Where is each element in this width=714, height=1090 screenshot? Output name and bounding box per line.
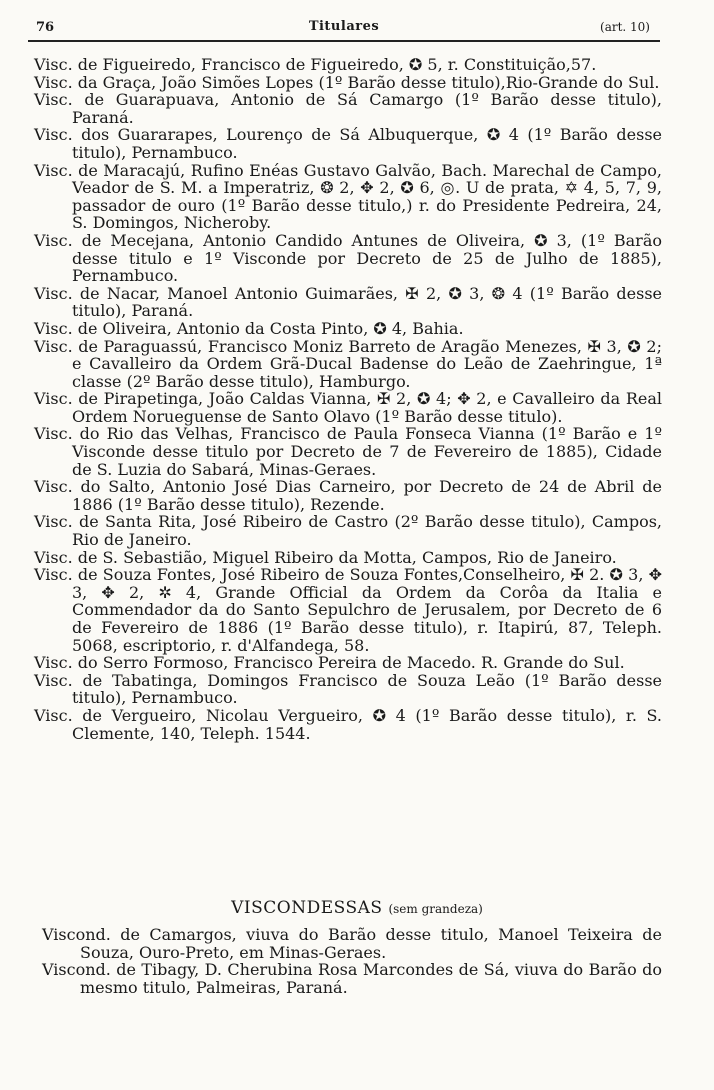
- list-item: Visc. de Tabatinga, Domingos Francisco de Souza Leão (1º Barão desse titulo), Pernambuco.: [34, 670, 662, 708]
- list-item: Visc. de Figueiredo, Francisco de Figueiredo, ✪ 5, r. Constituição,57.: [34, 55, 597, 74]
- list-item: Visc. de Paraguassú, Francisco Moniz Barreto de Aragão Menezes, ✠ 3, ✪ 2; e Cavalleiro da Ordem Grã-Ducal Badense do Leão de Zaehringue, 1ª classe (2º Barão desse titulo), Hamburgo.: [34, 336, 662, 391]
- page-number: 76: [36, 20, 55, 35]
- list-item: Visc. de Guarapuava, Antonio de Sá Camargo (1º Barão desse titulo), Paraná.: [34, 90, 662, 127]
- list-item: Visc. de Santa Rita, José Ribeiro de Castro (2º Barão desse titulo), Campos, Rio de Janeiro.: [34, 512, 662, 550]
- list-item: Visc. dos Guararapes, Lourenço de Sá Albuquerque, ✪ 4 (1º Barão desse titulo), Pernambuco.: [34, 125, 662, 162]
- list-item: Visc. de Maracajú, Rufino Enéas Gustavo Galvão, Bach. Marechal de Campo, Veador de S. M. a Imperatriz, ❂ 2, ✥ 2, ✪ 6, ◎. U de prata, ✡ 4, 5, 7, 9, passador de ouro (1º Barão desse titulo,) r. do Presidente Pedreira, 24, S. Domingos, Nicheroby.: [34, 160, 662, 233]
- list-item: Visc. do Salto, Antonio José Dias Carneiro, por Decreto de 24 de Abril de 1886 (1º Barão desse titulo), Rezende.: [34, 477, 662, 514]
- list-item: Visc. de Mecejana, Antonio Candido Antunes de Oliveira, ✪ 3, (1º Barão desse titulo e 1º Visconde por Decreto de 25 de Julho de 1885), Pernambuco.: [34, 230, 662, 286]
- viscount-list: [34, 56, 662, 742]
- list-item: Visc. do Rio das Velhas, Francisco de Paula Fonseca Vianna (1º Barão e 1º Visconde desse titulo por Decreto de 7 de Fevereiro de 1885), Cidade de S. Luzia do Sabará, Minas-Geraes.: [34, 424, 662, 479]
- list-item: Visc. de Souza Fontes, José Ribeiro de Souza Fontes,Conselheiro, ✠ 2. ✪ 3, ✥ 3, ✥ 2, ✲ 4, Grande Official da Ordem da Corôa da Italia e Commendador da do Santo Sepulchro de Jerusalem, por Decreto de 6 de Fevereiro de 1886 (1º Barão desse titulo), r. Itapirú, 87, Teleph. 5068, escriptorio, r. d'Alfandega, 58.: [34, 565, 662, 655]
- list-item: Visc. de S. Sebastião, Miguel Ribeiro da Motta, Campos, Rio de Janeiro.: [34, 547, 617, 567]
- list-item: Visc. de Vergueiro, Nicolau Vergueiro, ✪ 4 (1º Barão desse titulo), r. S. Clemente, 140, Teleph. 1544.: [34, 705, 662, 743]
- list-item: Visc. de Pirapetinga, João Caldas Vianna, ✠ 2, ✪ 4; ✥ 2, e Cavalleiro da Real Ordem Norueguense de Santo Olavo (1º Barão desse titulo).: [34, 389, 662, 426]
- viscountess-list: [42, 926, 662, 996]
- list-item: Viscond. de Tibagy, D. Cherubina Rosa Marcondes de Sá, viuva do Barão do mesmo titulo, Palmeiras, Paraná.: [42, 960, 662, 997]
- page-title: Titulares: [308, 19, 380, 34]
- list-item: Viscond. de Camargos, viuva do Barão desse titulo, Manoel Teixeira de Souza, Ouro-Preto, em Minas-Geraes.: [42, 925, 662, 962]
- section-heading: [0, 898, 714, 918]
- list-item: Visc. de Nacar, Manoel Antonio Guimarães, ✠ 2, ✪ 3, ❂ 4 (1º Barão desse titulo), Paraná.: [34, 283, 662, 321]
- list-item: Visc. do Serro Formoso, Francisco Pereira de Macedo. R. Grande do Sul.: [34, 653, 625, 673]
- section-heading-subtitle: (sem grandeza): [388, 902, 483, 916]
- list-item: Visc. da Graça, João Simões Lopes (1º Barão desse titulo),Rio-Grande do Sul.: [34, 72, 660, 92]
- page-header: [28, 16, 660, 42]
- list-item: Visc. de Oliveira, Antonio da Costa Pinto, ✪ 4, Bahia.: [34, 318, 464, 338]
- section-reference: (art. 10): [600, 20, 650, 34]
- section-heading-title: VISCONDESSAS: [231, 898, 383, 918]
